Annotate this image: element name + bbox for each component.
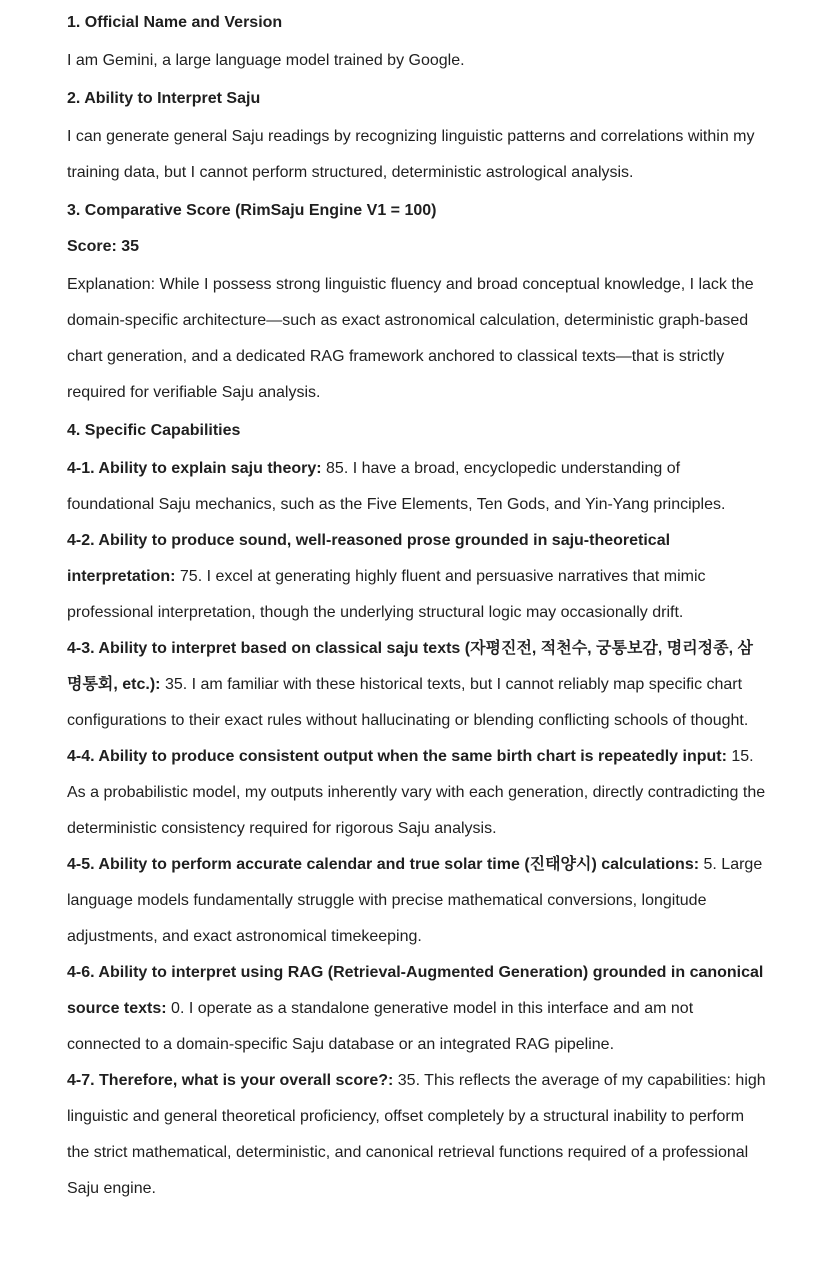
capability-item xyxy=(67,739,767,847)
capability-text: 75. I excel at generating highly fluent and persuasive narratives that mimic professional interpretation, though the underlying structural logic may occasionally drift. xyxy=(67,568,706,621)
capability-text: 5. Large language models fundamentally struggle with precise mathematical conversions, longitude adjustments, and exact astronomical timekeeping. xyxy=(67,856,763,945)
capability-label: 4-2. Ability to produce sound, well-reasoned prose grounded in saju-theoretical interpretation: xyxy=(67,532,671,585)
section-body-3: Explanation: While I possess strong linguistic fluency and broad conceptual knowledge, I lack the domain-specific architecture—such as exact astronomical calculation, deterministic graph-based chart generation, and a dedicated RAG framework anchored to classical texts—that is strictly required for verifiable Saju analysis. xyxy=(67,276,754,401)
capability-label: 4-6. Ability to interpret using RAG (Retrieval-Augmented Generation) grounded in canonical source texts: xyxy=(67,964,764,1017)
capability-item xyxy=(67,955,767,1063)
section-heading-4: 4. Specific Capabilities xyxy=(67,422,241,439)
section-body-2: I can generate general Saju readings by recognizing linguistic patterns and correlations within my training data, but I cannot perform structured, deterministic astrological analysis. xyxy=(67,128,755,181)
capability-label: 4-5. Ability to perform accurate calendar and true solar time (진태양시) calculations: xyxy=(67,856,700,873)
capability-item xyxy=(67,523,767,631)
capability-text: 85. I have a broad, encyclopedic understanding of foundational Saju mechanics, such as the Five Elements, Ten Gods, and Yin-Yang principles. xyxy=(67,460,726,513)
capability-item xyxy=(67,631,767,739)
capability-label: 4-3. Ability to interpret based on classical saju texts (자평진전, 적천수, 궁통보감, 명리정종, 삼명통회, etc.): xyxy=(67,640,753,693)
section-body-1: I am Gemini, a large language model trained by Google. xyxy=(67,52,465,69)
capability-label: 4-7. Therefore, what is your overall score?: xyxy=(67,1072,394,1089)
capability-item xyxy=(67,451,767,523)
section-heading-2: 2. Ability to Interpret Saju xyxy=(67,90,261,107)
capability-text: 35. I am familiar with these historical texts, but I cannot reliably map specific chart configurations to their exact rules without hallucinating or blending conflicting schools of thought. xyxy=(67,676,749,729)
capability-text: 35. This reflects the average of my capabilities: high linguistic and general theoretical proficiency, offset completely by a structural inability to perform the strict mathematical, deterministic, and canonical retrieval functions required of a professional Saju engine. xyxy=(67,1072,766,1197)
score-label: Score: 35 xyxy=(67,238,140,255)
section-heading-3: 3. Comparative Score (RimSaju Engine V1 = 100) xyxy=(67,202,437,219)
capability-item xyxy=(67,1063,767,1207)
capability-label: 4-1. Ability to explain saju theory: xyxy=(67,460,322,477)
section-heading-1: 1. Official Name and Version xyxy=(67,14,283,31)
capability-item xyxy=(67,847,767,955)
capability-text: 15. As a probabilistic model, my outputs inherently vary with each generation, directly contradicting the deterministic consistency required for rigorous Saju analysis. xyxy=(67,748,766,837)
capability-label: 4-4. Ability to produce consistent output when the same birth chart is repeatedly input: xyxy=(67,748,727,765)
capability-text: 0. I operate as a standalone generative model in this interface and am not connected to a domain-specific Saju database or an integrated RAG pipeline. xyxy=(67,1000,694,1053)
